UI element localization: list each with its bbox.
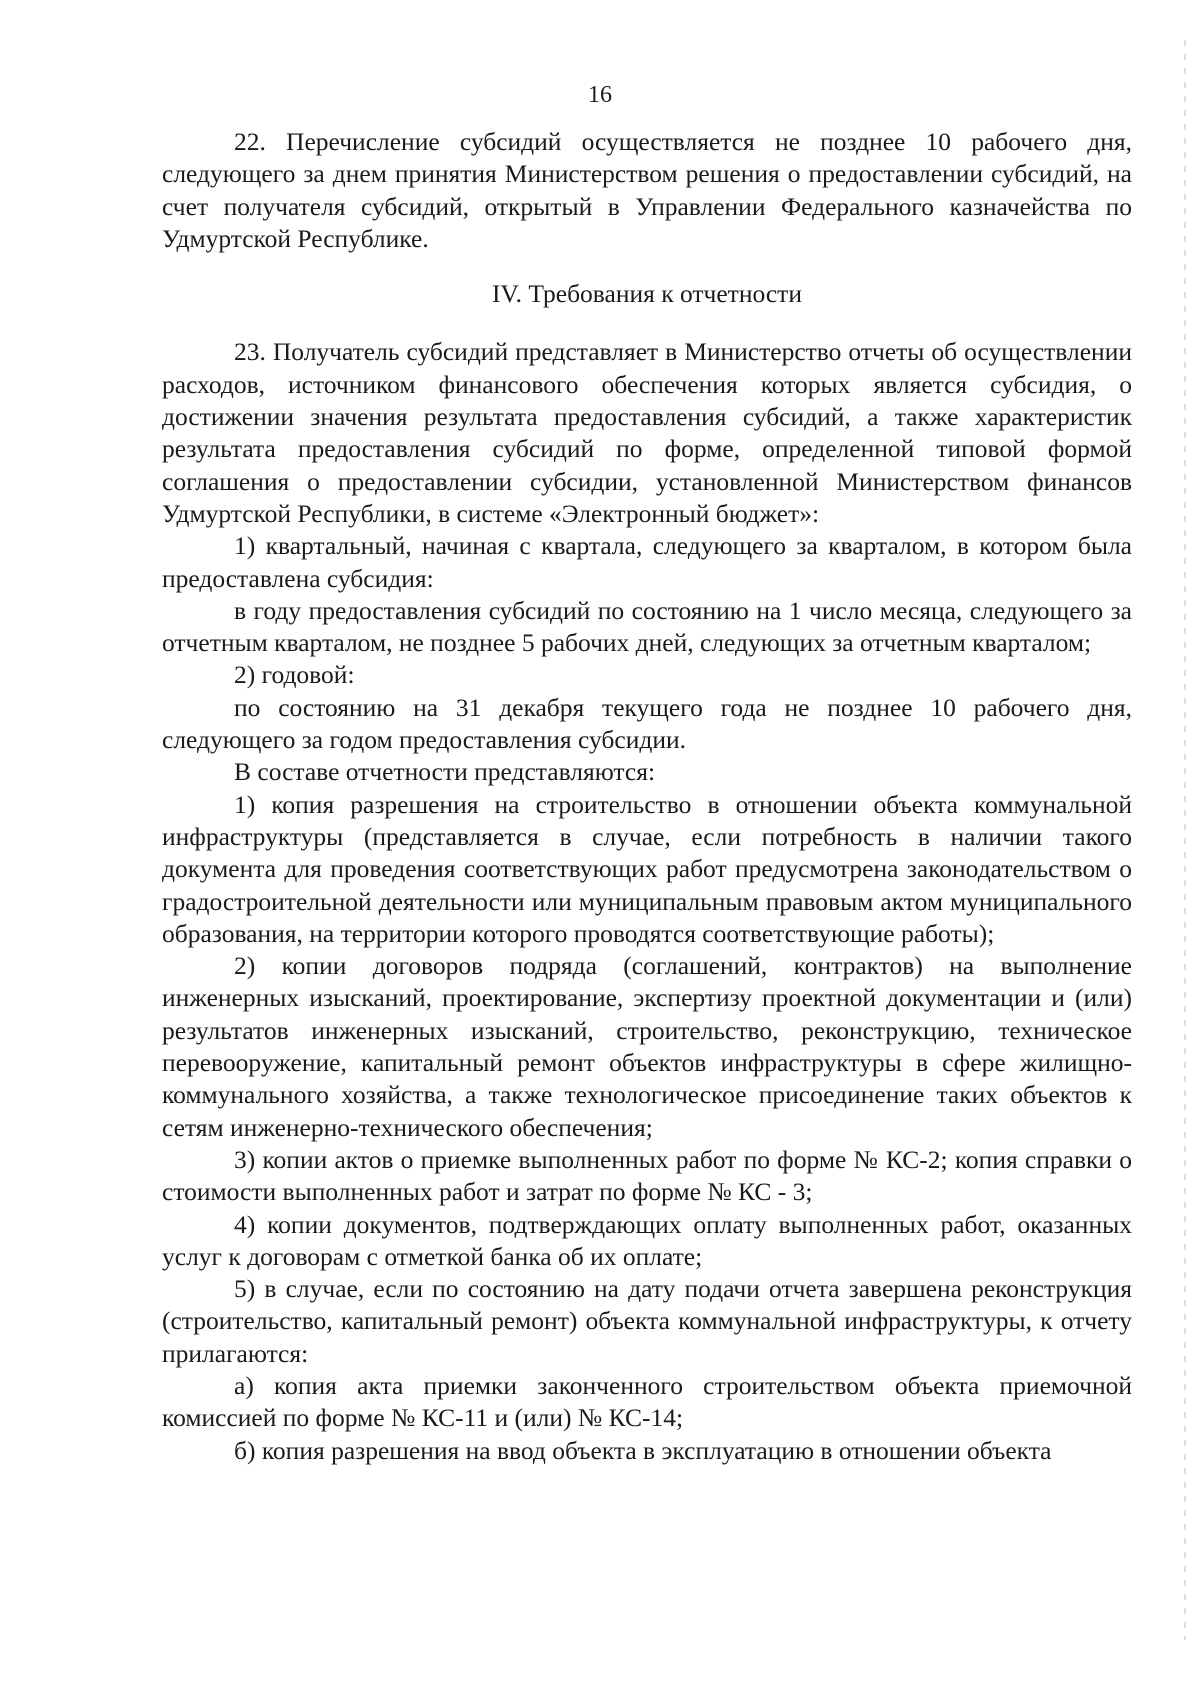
paragraph-22: 22. Перечисление субсидий осуществляется не позднее 10 рабочего дня, следующего за днем принятия Министерством решения о предоставлении субсидий, на счет получателя субсидий, открытый в Управлении Федерального казначейства по Удмуртской Республике. xyxy=(162,127,1132,253)
page-number: 16 xyxy=(588,82,612,108)
list-item-5a: а) копия акта приемки законченного строительством объекта приемочной комиссией по форме № КС-11 и (или) № КС-14; xyxy=(162,1370,1132,1433)
scan-edge-artifact xyxy=(1184,40,1186,1640)
paragraph-23: 23. Получатель субсидий представляет в Министерство отчеты об осуществлении расходов, источником финансового обеспечения которых является субсидия, о достижении значения результата предоставления субсидий, а также характеристик результата предоставления субсидий по форме, определенной типовой формой соглашения о предоставлении субсидии, установленной Министерством финансов Удмуртской Республики, в системе «Электронный бюджет»: xyxy=(162,337,1132,528)
paragraph-annual-detail: по состоянию на 31 декабря текущего года не позднее 10 рабочего дня, следующего за годом предоставления субсидии. xyxy=(162,692,1132,755)
list-item-5: 5) в случае, если по состоянию на дату подачи отчета завершена реконструкция (строительство, капитальный ремонт) объекта коммунальной инфраструктуры, к отчету прилагаются: xyxy=(162,1274,1132,1368)
section-heading: IV. Требования к отчетности xyxy=(492,279,802,309)
paragraph-reporting-contents: В составе отчетности представляются: xyxy=(234,757,656,787)
list-item-4: 4) копии документов, подтверждающих оплату выполненных работ, оказанных услуг к договорам с отметкой банка об их оплате; xyxy=(162,1209,1132,1271)
list-item-5b: б) копия разрешения на ввод объекта в эксплуатацию в отношении объекта xyxy=(234,1435,1052,1465)
list-item-2: 2) копии договоров подряда (соглашений, контрактов) на выполнение инженерных изысканий, проектирование, экспертизу проектной документации и (или) результатов инженерных изысканий, строительство, реконструкцию, техническое перевооружение, капитальный ремонт объектов инфраструктуры в сфере жилищно-коммунального хозяйства, а также технологическое присоединение таких объектов к сетям инженерно-технического обеспечения; xyxy=(162,951,1132,1142)
document-body xyxy=(162,126,1132,1467)
list-item-3: 3) копии актов о приемке выполненных работ по форме № КС-2; копия справки о стоимости выполненных работ и затрат по форме № КС - 3; xyxy=(162,1144,1132,1207)
paragraph-quarterly: 1) квартальный, начиная с квартала, следующего за кварталом, в котором была предоставлена субсидия: xyxy=(162,531,1132,593)
paragraph-quarterly-detail: в году предоставления субсидий по состоянию на 1 число месяца, следующего за отчетным кварталом, не позднее 5 рабочих дней, следующих за отчетным кварталом; xyxy=(162,595,1132,658)
list-item-1: 1) копия разрешения на строительство в отношении объекта коммунальной инфраструктуры (представляется в случае, если потребность в наличии такого документа для проведения соответствующих работ предусмотрена законодательством о градостроительной деятельности или муниципальным правовым актом муниципального образования, на территории которого проводятся соответствующие работы); xyxy=(162,789,1132,948)
paragraph-annual: 2) годовой: xyxy=(234,660,355,690)
